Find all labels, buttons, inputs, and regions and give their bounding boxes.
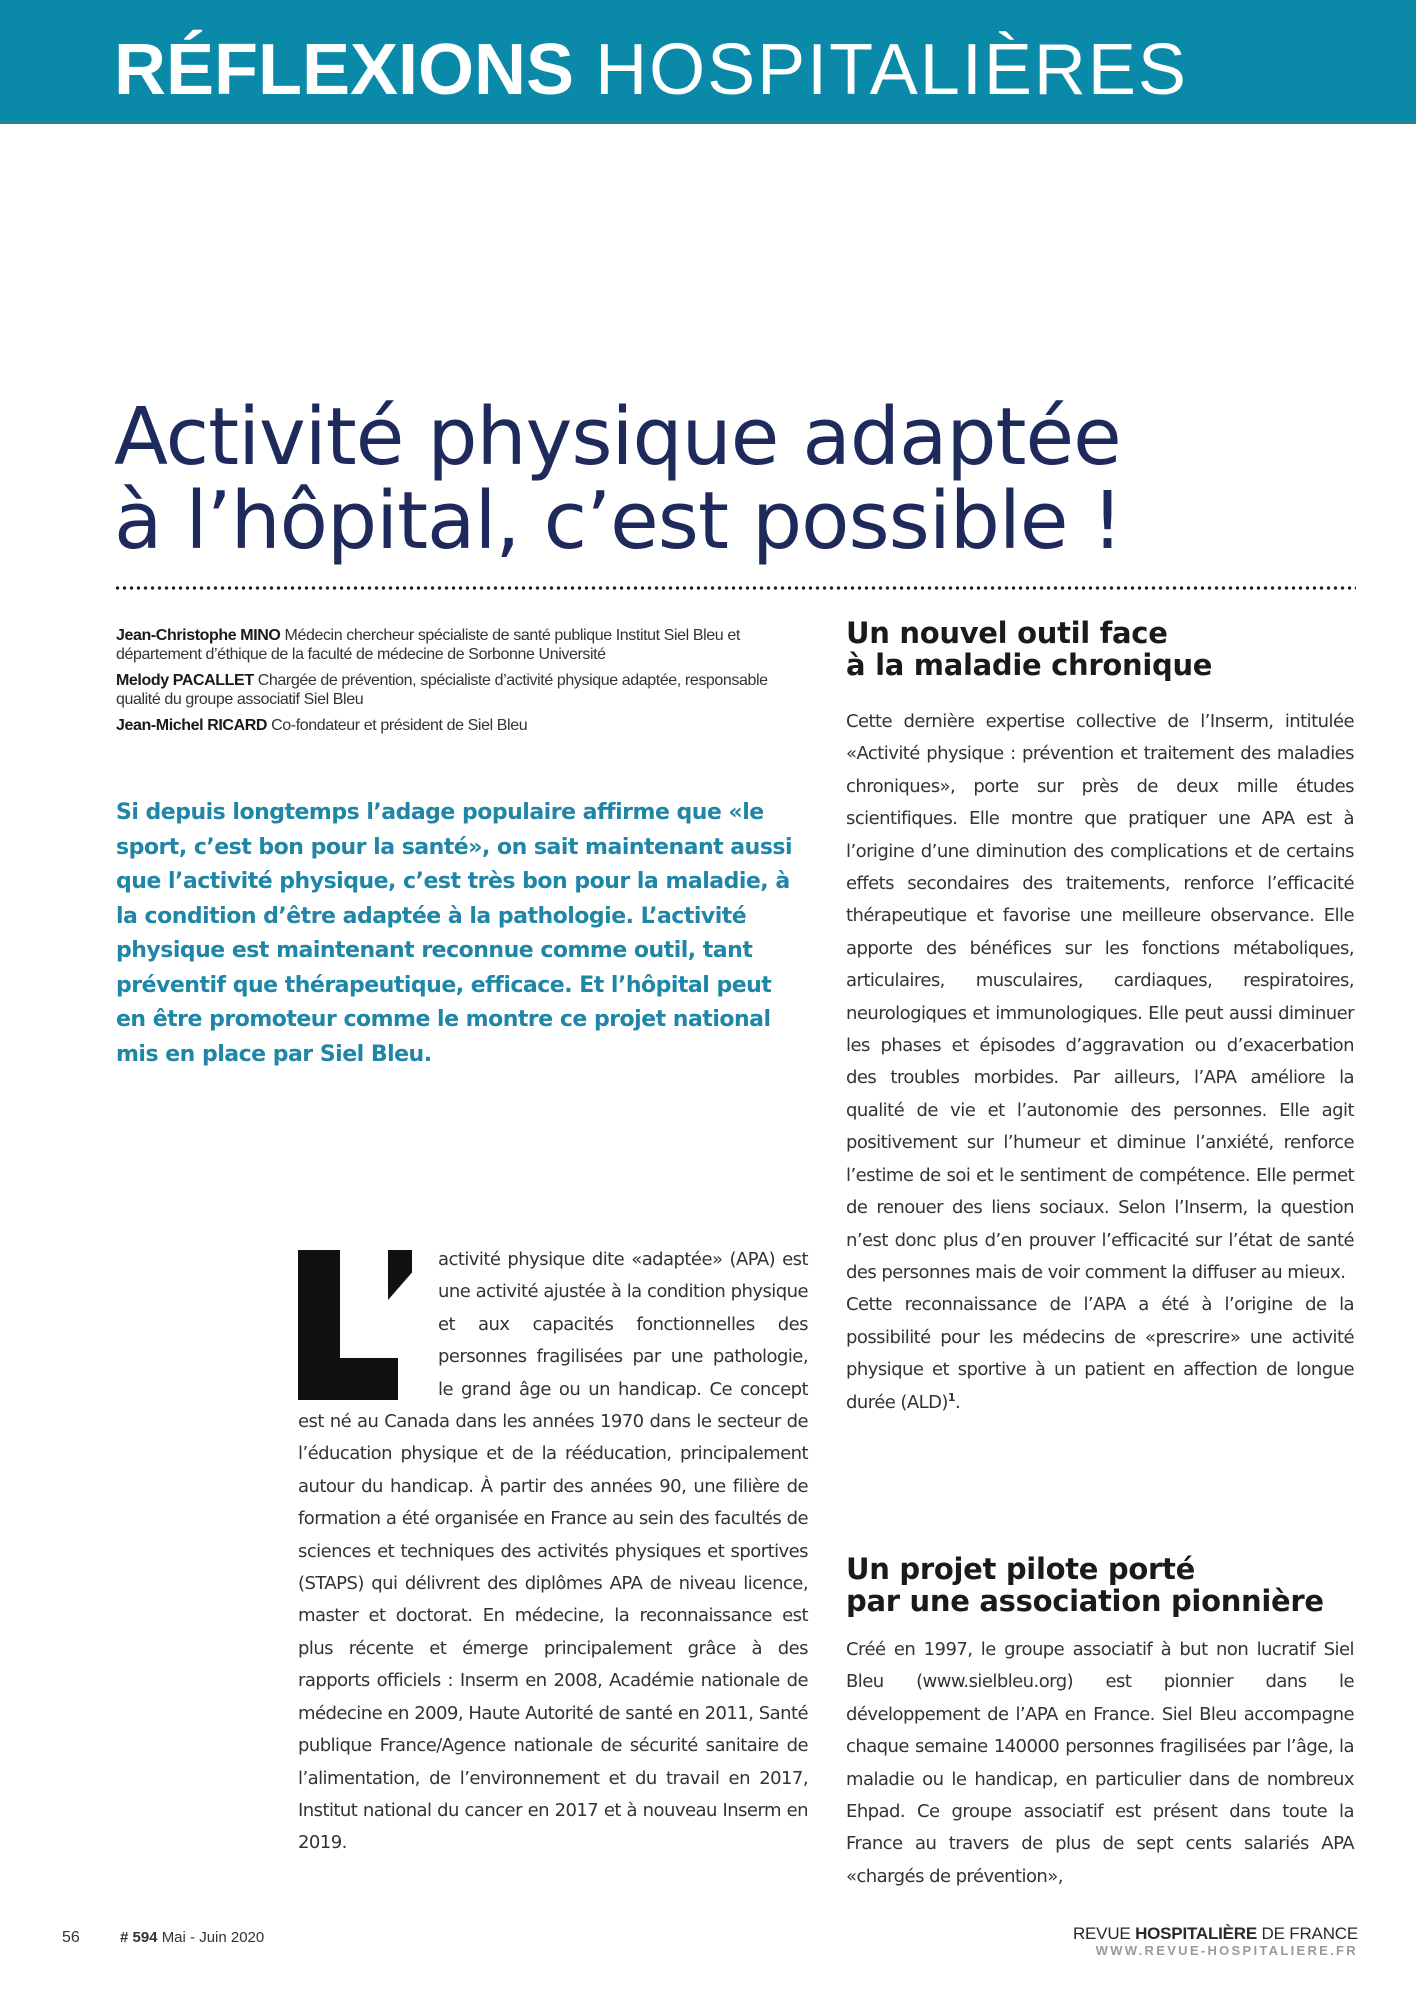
author-role: Médecin chercheur spécialiste de santé publique Institut Siel Bleu et département d’éthique de la faculté de médecine de Sorbonne Université (116, 627, 740, 663)
footnote-reference[interactable]: 1 (947, 1390, 956, 1404)
section-heading-2 (846, 1553, 1356, 1617)
section-heading-1 (846, 617, 1356, 681)
issue-number: # 594 (119, 1929, 158, 1946)
article-lede: Si depuis longtemps l’adage populaire affirme que «le sport, c’est bon pour la santé», on sait maintenant aussi que l’activité physique, c’est très bon pour la maladie, à la condition d’être adaptée à la pathologie. L’activité physique est maintenant reconnue comme outil, tant préventif que thérapeutique, efficace. Et l’hôpital peut en être promoteur comme le montre ce projet national mis en place par Siel Bleu. (116, 800, 793, 1067)
magazine-name-part-1: REVUE (1072, 1924, 1136, 1943)
article-title-line-1: Activité physique adaptée (114, 391, 1121, 483)
section-heading-1-line-2: à la maladie chronique (846, 648, 1213, 682)
intro-paragraph: activité physique dite «adaptée» (APA) est une activité ajustée à la condition physique et aux capacités fonctionnelles des personnes fragilisées par une pathologie, le grand âge ou un handicap. Ce concept est né au Canada dans les années 1970 dans le secteur de l’éducation physique et de la rééducation, principalement autour du handicap. À partir des années 90, une filière de formation a été organisée en France au sein des facultés de sciences et techniques des activités physiques et sportives (STAPS) qui délivrent des diplômes APA de niveau licence, master et doctorat. En médecine, la reconnaissance est plus récente et émerge principalement grâce à des rapports officiels : Inserm en 2008, Académie nationale de médecine en 2009, Haute Autorité de santé en 2011, Santé publique France/Agence nationale de sécurité sanitaire de l’alimentation, de l’environnement et du travail en 2017, Institut national du cancer en 2017 et à nouveau Inserm en 2019. (298, 1249, 808, 1854)
section-1-paragraph-1: Cette dernière expertise collective de l’Inserm, intitulée «Activité physique : prévention et traitement des maladies chroniques», porte sur près de deux mille études scientifiques. Elle montre que pratiquer une APA est à l’origine d’une diminution des complications et de certains effets secondaires des traitements, renforce l’efficacité thérapeutique et favorise une meilleure observance. Elle apporte des bénéfices sur les fonctions métaboliques, articulaires, musculaires, cardiaques, respiratoires, neurologiques et immunologiques. Elle peut aussi diminuer les phases et épisodes d’aggravation ou d’exacerbation des troubles morbides. Par ailleurs, l’APA améliore la qualité de vie et l’autonomie des personnes. Elle agit positivement sur l’humeur et diminue l’anxiété, renforce l’estime de soi et le sentiment de compétence. Elle permet de renouer des liens sociaux. Selon l’Inserm, la question n’est donc plus d’en prouver l’efficacité sur l’état de santé des personnes mais de voir comment la diffuser au mieux. (846, 711, 1354, 1283)
section-heading-2-line-1: Un projet pilote porté (846, 1552, 1195, 1586)
section-2-paragraph-1: Créé en 1997, le groupe associatif à but non lucratif Siel Bleu (www.sielbleu.org) est pionnier dans le développement de l’APA en France. Siel Bleu accompagne chaque semaine 140000 personnes fragilisées par l’âge, la maladie ou le handicap, en particulier dans de nombreux Ehpad. Ce groupe associatif est présent dans toute la France au travers de plus de sept cents salariés APA «chargés de prévention», (846, 1639, 1354, 1887)
page-footer-right (1048, 1924, 1358, 1958)
drop-cap-l-foot (298, 1358, 398, 1400)
author-role: Co-fondateur et président de Siel Bleu (271, 717, 528, 734)
author-name: Jean-Christophe MINO (116, 627, 281, 644)
author-name: Melody PACALLET (116, 672, 254, 689)
section-1-paragraph-2 (846, 1289, 1354, 1419)
body-column-section-2 (846, 1634, 1354, 1893)
magazine-url[interactable]: WWW.REVUE-HOSPITALIERE.FR (1095, 1943, 1358, 1958)
drop-cap (298, 1250, 426, 1406)
magazine-name-part-3: DE FRANCE (1257, 1924, 1358, 1943)
section-heading-1-line-1: Un nouvel outil face (846, 616, 1168, 650)
page-number: 56 (62, 1929, 80, 1946)
author-list (116, 626, 816, 742)
article-title-line-2: à l’hôpital, c’est possible ! (114, 475, 1123, 567)
author-name: Jean-Michel RICARD (116, 717, 268, 734)
section-heading-2-line-2: par une association pionnière (846, 1584, 1324, 1618)
page-footer-left (62, 1929, 264, 1947)
author-entry (116, 716, 816, 735)
body-column-intro (298, 1244, 808, 1860)
author-role: Chargée de prévention, spécialiste d’activité physique adaptée, responsable qualité du groupe associatif Siel Bleu (116, 672, 768, 708)
author-entry (116, 671, 816, 709)
section-title (114, 30, 1188, 110)
author-entry (116, 626, 816, 664)
body-column-section-1 (846, 706, 1354, 1419)
dotted-divider (114, 585, 1356, 591)
section-1-paragraph-2-end: . (955, 1391, 961, 1413)
section-banner (0, 0, 1416, 124)
magazine-name (1048, 1924, 1358, 1943)
issue-date: Mai - Juin 2020 (161, 1929, 265, 1946)
section-title-bold: RÉFLEXIONS (114, 30, 575, 110)
article-title (114, 391, 1374, 567)
magazine-name-part-2: HOSPITALIÈRE (1135, 1924, 1258, 1943)
section-1-paragraph-2-text: Cette reconnaissance de l’APA a été à l’origine de la possibilité pour les médecins de «prescrire» une activité physique et sportive à un patient en affection de longue durée (ALD) (846, 1294, 1354, 1413)
section-title-light: HOSPITALIÈRES (595, 30, 1188, 110)
drop-cap-apostrophe (388, 1250, 412, 1300)
